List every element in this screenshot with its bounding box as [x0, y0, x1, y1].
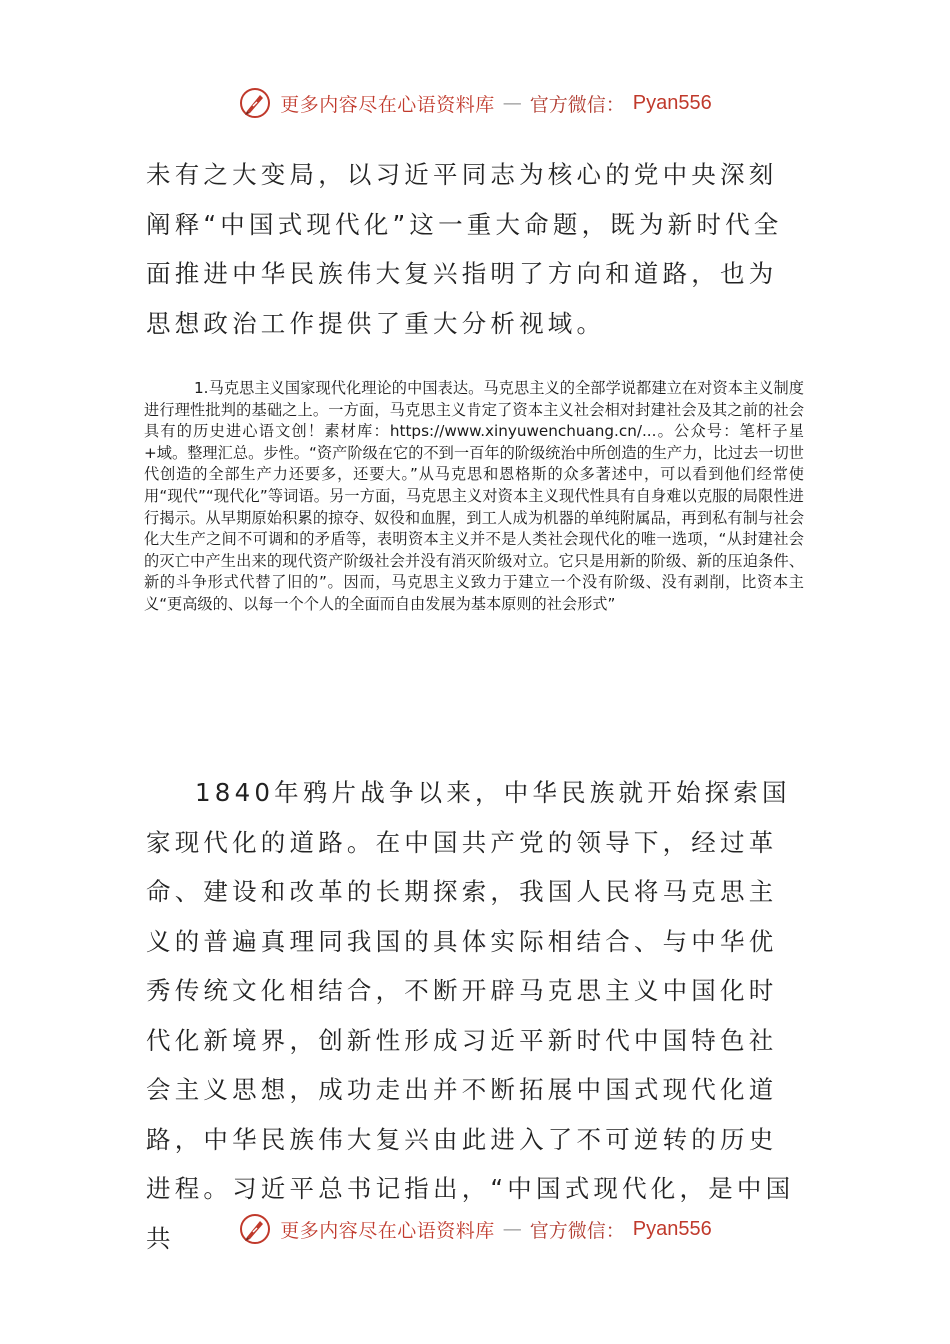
watermark-dash: —: [502, 92, 522, 114]
watermark-text: 更多内容尽在心语资料库: [280, 93, 495, 116]
watermark-text: 更多内容尽在心语资料库: [280, 1219, 495, 1242]
watermark-wechat-id: Pyan556: [632, 1217, 712, 1240]
footer-watermark: [0, 1212, 950, 1246]
body-paragraph-top: 未有之大变局，以习近平同志为核心的党中央深刻阐释“中国式现代化”这一重大命题，既为新时代全面推进中华民族伟大复兴指明了方向和道路，也为思想政治工作提供了重大分析视域。: [146, 160, 783, 338]
note-text: 1.马克思主义国家现代化理论的中国表达。马克思主义的全部学说都建立在对资本主义制度进行理性批判的基础之上。一方面，马克思主义肯定了资本主义社会相对封建社会及其之前的社会具有的历史进心语文创！素材库：https://www.xinyuwenchuang.cn/...。公众号：笔杆子星+域。整理汇总。步性。“资产阶级在它的不到一百年的阶级统治中所创造的生产力，比过去一切世代创造的全部生产力还要多，还要大。”从马克思和恩格斯的众多著述中，可以看到他们经常使用“现代”“现代化”等词语。另一方面，马克思主义对资本主义现代性具有自身难以克服的局限性进行揭示。从早期原始积累的掠夺、奴役和血腥，到工人成为机器的单纯附属品，再到私有制与社会化大生产之间不可调和的矛盾等，表明资本主义并不是人类社会现代化的唯一选项，“从封建社会的灭亡中产生出来的现代资产阶级社会并没有消灭阶级对立。它只是用新的阶级、新的压迫条件、新的斗争形式代替了旧的”。因而，马克思主义致力于建立一个没有阶级、没有剥削，比资本主义“更高级的、以每一个个人的全面而自由发展为基本原则的社会形式”: [144, 379, 804, 613]
pen-nib-icon: [238, 1212, 272, 1246]
note-paragraph: [144, 378, 804, 616]
body-paragraph-bottom-text: 1840年鸦片战争以来，中华民族就开始探索国家现代化的道路。在中国共产党的领导下，经过革命、建设和改革的长期探索，我国人民将马克思主义的普遍真理同我国的具体实际相结合、与中华优秀传统文化相结合，不断开辟马克思主义中国化时代化新境界，创新性形成习近平新时代中国特色社会主义思想，成功走出并不断拓展中国式现代化道路，中华民族伟大复兴由此进入了不可逆转的历史进程。习近平总书记指出，“中国式现代化，是中国共: [146, 778, 795, 1253]
watermark-wechat-id: Pyan556: [632, 91, 712, 114]
pen-nib-icon: [238, 86, 272, 120]
body-paragraph-bottom: [146, 768, 796, 1263]
watermark-wechat-label: 官方微信：: [529, 93, 625, 116]
watermark-dash: —: [502, 1218, 522, 1240]
header-watermark: [0, 86, 950, 120]
watermark-wechat-label: 官方微信：: [529, 1219, 625, 1242]
